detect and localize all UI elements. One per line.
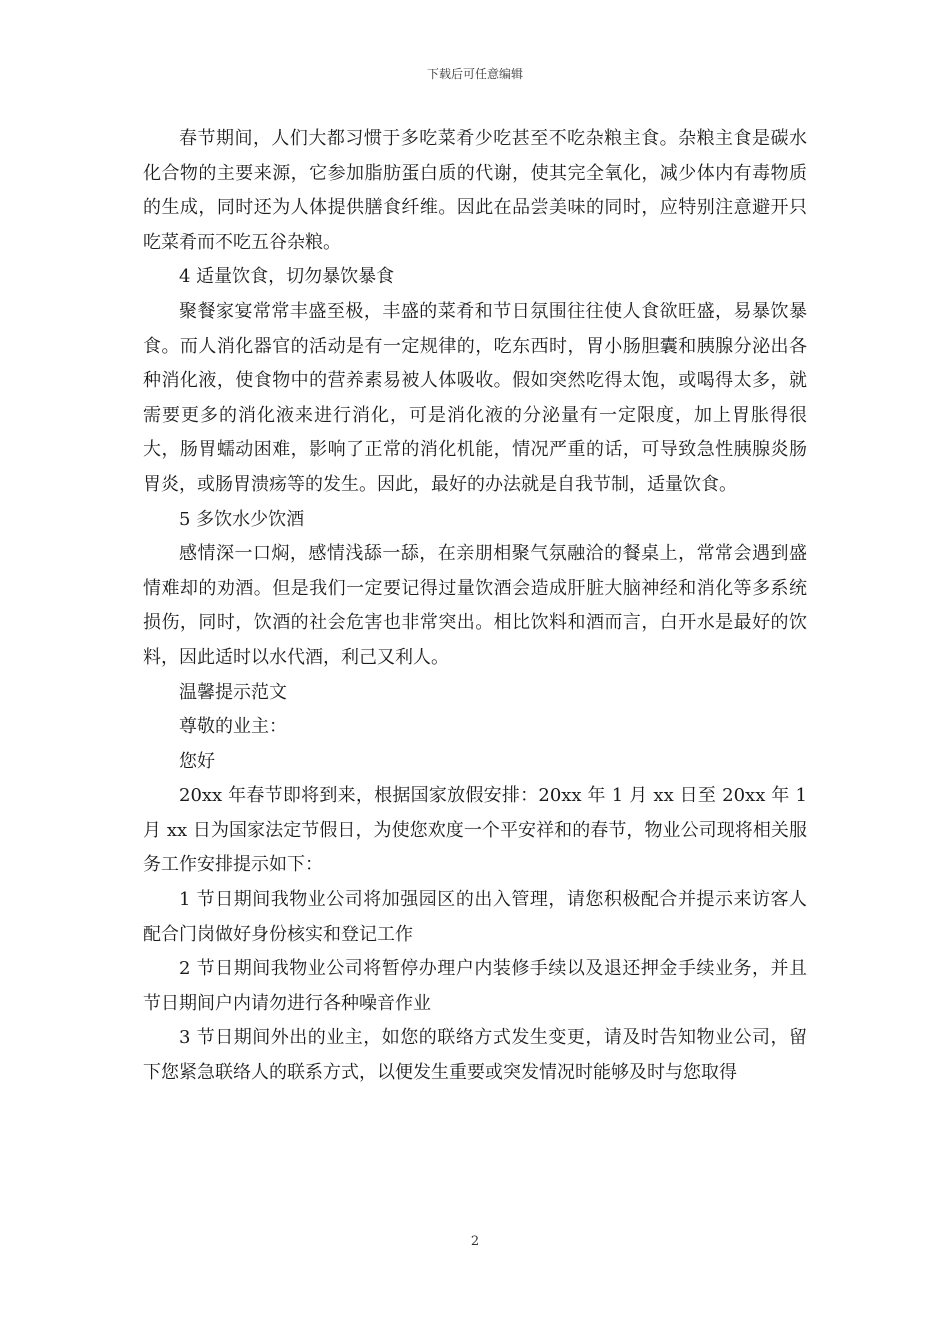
heading-reminder-sample: 温馨提示范文 bbox=[179, 681, 287, 703]
heading-drink-water: 5 多饮水少饮酒 bbox=[179, 508, 305, 530]
list-item-contact-info: 3 节日期间外出的业主，如您的联络方式发生变更，请及时告知物业公司，留下您紧急联络人的联系方式，以便发生重要或突发情况时能够及时与您取得 bbox=[143, 1027, 807, 1084]
salutation: 尊敬的业主： bbox=[179, 716, 287, 738]
paragraph-overeating: 聚餐家宴常常丰盛至极，丰盛的菜肴和节日氛围往往使人食欲旺盛，易暴饮暴食。而人消化器官的活动是有一定规律的，吃东西时，胃小肠胆囊和胰腺分泌出各种消化液，使食物中的营养素易被人体吸收。假如突然吃得太饱，或喝得太多，就需要更多的消化液来进行消化，可是消化液的分泌量有一定限度，加上胃胀得很大，肠胃蠕动困难，影响了正常的消化机能，情况严重的话，可导致急性胰腺炎肠胃炎，或肠胃溃疡等的发生。因此，最好的办法就是自我节制，适量饮食。 bbox=[143, 300, 807, 495]
greeting: 您好 bbox=[179, 750, 215, 772]
list-item-renovation: 2 节日期间我物业公司将暂停办理户内装修手续以及退还押金手续业务，并且节日期间户内请勿进行各种噪音作业 bbox=[143, 958, 807, 1014]
page-number: 2 bbox=[470, 1234, 480, 1249]
document-body bbox=[143, 122, 807, 1091]
list-item-access-control: 1 节日期间我物业公司将加强园区的出入管理，请您积极配合并提示来访客人配合门岗做好身份核实和登记工作 bbox=[143, 889, 807, 945]
paragraph-staple-food: 春节期间，人们大都习惯于多吃菜肴少吃甚至不吃杂粮主食。杂粮主食是碳水化合物的主要来源，它参加脂肪蛋白质的代谢，使其完全氧化，减少体内有毒物质的生成，同时还为人体提供膳食纤维。因此在品尝美味的同时，应特别注意避开只吃菜肴而不吃五谷杂粮。 bbox=[143, 128, 807, 253]
page-header: 下载后可任意编辑 bbox=[426, 67, 523, 81]
heading-moderate-eating: 4 适量饮食，切勿暴饮暴食 bbox=[179, 266, 395, 288]
paragraph-alcohol: 感情深一口焖，感情浅舔一舔，在亲朋相聚气氛融洽的餐桌上，常常会遇到盛情难却的劝酒。但是我们一定要记得过量饮酒会造成肝脏大脑神经和消化等多系统损伤，同时，饮酒的社会危害也非常突出。相比饮料和酒而言，白开水是最好的饮料，因此适时以水代酒，利己又利人。 bbox=[143, 543, 807, 668]
paragraph-holiday-notice: 20xx 年春节即将到来，根据国家放假安排：20xx 年 1 月 xx 日至 20xx 年 1 月 xx 日为国家法定节假日，为使您欢度一个平安祥和的春节，物业公司现将相关服务工作安排提示如下： bbox=[143, 785, 807, 876]
